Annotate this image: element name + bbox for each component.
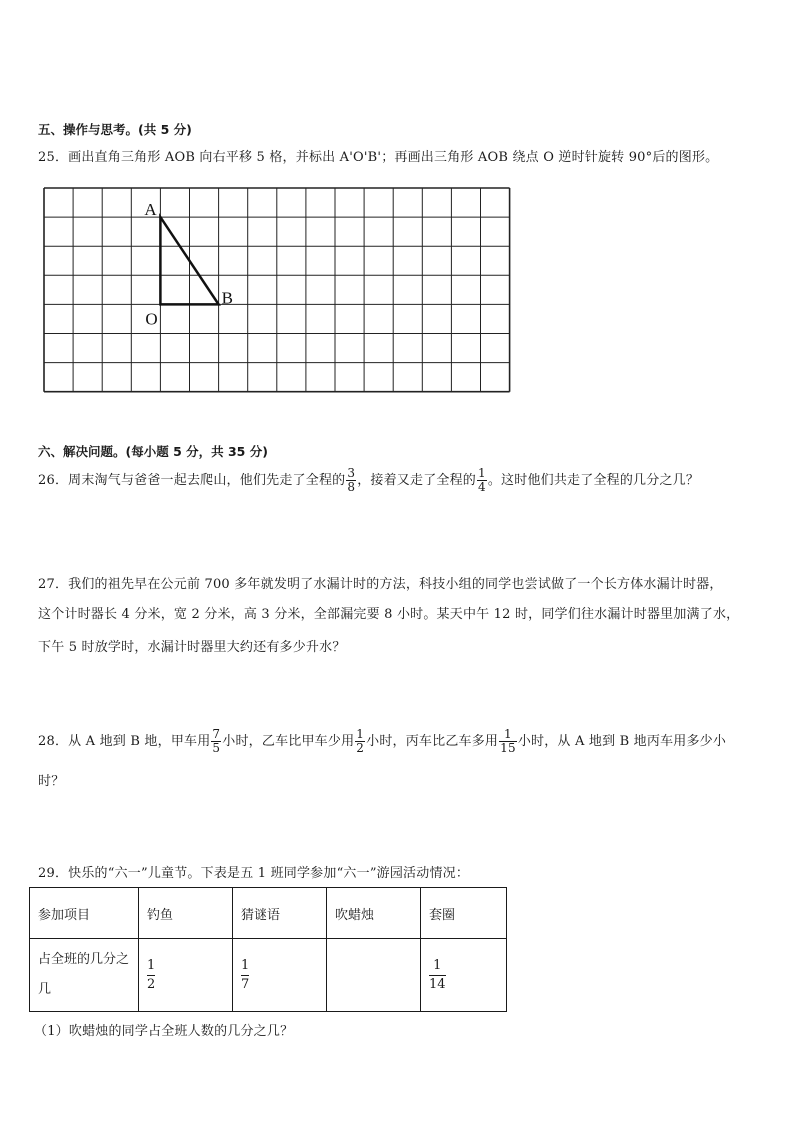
fraction-1-14	[429, 957, 446, 994]
table-header-cell: 参加项目	[30, 888, 139, 939]
section-5-heading: 五、操作与思考。(共 5 分)	[38, 122, 192, 137]
q28-text-1: 28．从 A 地到 B 地，甲车用	[38, 734, 211, 749]
fraction-numerator: 7	[212, 727, 221, 741]
table-row-label	[30, 939, 139, 1012]
question-28	[38, 726, 726, 758]
question-25-text: 25．画出直角三角形 AOB 向右平移 5 格，并标出 A'O'B'；再画出三角形 AOB 绕点 O 逆时针旋转 90°后的图形。	[38, 150, 719, 165]
fraction-numerator: 1	[241, 958, 250, 973]
fraction-denominator: 8	[347, 480, 356, 494]
q26-fraction-3-8	[346, 467, 356, 494]
fraction-1-7	[241, 957, 249, 994]
q26-text-1: 26．周末淘气与爸爸一起去爬山，他们先走了全程的	[38, 473, 346, 488]
fraction-denominator: 2	[147, 977, 156, 992]
fraction-1-2	[147, 957, 155, 994]
grid-lines	[44, 188, 510, 392]
table-header-cell: 吹蜡烛	[327, 888, 421, 939]
question-29-sub-1: （1）吹蜡烛的同学占全班人数的几分之几？	[34, 1024, 294, 1039]
fraction-numerator: 1	[356, 727, 365, 741]
table-header-row	[30, 888, 507, 939]
row-label-text: 占全班的几分之几	[38, 952, 130, 997]
vertex-label-b: B	[221, 288, 233, 308]
vertex-label-o: O	[145, 309, 158, 329]
fraction-numerator: 3	[347, 466, 356, 480]
q26-text-2: ，接着又走了全程的	[357, 473, 476, 488]
fraction-numerator: 1	[504, 727, 512, 741]
fraction-denominator: 15	[500, 741, 516, 755]
q28-text-3: 小时，丙车比乙车多用	[366, 734, 499, 749]
fraction-denominator: 5	[212, 741, 221, 755]
table-cell-empty	[327, 939, 421, 1012]
question-28-line-2: 时？	[38, 774, 65, 789]
fraction-numerator: 1	[478, 466, 486, 480]
q28-fraction-1-15	[499, 728, 517, 755]
question-26	[38, 466, 699, 496]
section-6-heading: 六、解决问题。(每小题 5 分，共 35 分)	[38, 444, 268, 459]
fraction-denominator: 7	[241, 977, 250, 992]
fraction-denominator: 14	[429, 977, 446, 992]
q28-text-2: 小时，乙车比甲车少用	[222, 734, 355, 749]
question-27-line-1: 27．我们的祖先早在公元前 700 多年就发明了水漏计时的方法，科技小组的同学也尝试做了一个长方体水漏计时器，	[38, 577, 723, 592]
q28-text-4: 小时，从 A 地到 B 地丙车用多少小	[517, 734, 727, 749]
table-header-cell: 套圈	[421, 888, 507, 939]
question-29-intro: 29．快乐的“六一”儿童节。下表是五 1 班同学参加“六一”游园活动情况：	[38, 866, 470, 881]
q26-text-3: 。这时他们共走了全程的几分之几？	[487, 473, 700, 488]
question-27-line-3: 下午 5 时放学时，水漏计时器里大约还有多少升水？	[38, 640, 346, 655]
table-header-cell: 钓鱼	[139, 888, 233, 939]
q28-fraction-1-2	[355, 728, 365, 755]
fraction-denominator: 2	[356, 741, 365, 755]
table-cell	[233, 939, 327, 1012]
fraction-denominator: 4	[478, 480, 486, 494]
table-header-cell: 猜谜语	[233, 888, 327, 939]
activity-table	[29, 887, 507, 1012]
table-cell	[139, 939, 233, 1012]
table-row	[30, 939, 507, 1012]
q26-fraction-1-4	[477, 467, 487, 494]
table-cell	[421, 939, 507, 1012]
vertex-label-a: A	[144, 200, 157, 220]
fraction-numerator: 1	[433, 958, 442, 973]
question-27-line-2: 这个计时器长 4 分米，宽 2 分米，高 3 分米，全部漏完要 8 小时。某天中午 12 时，同学们往水漏计时器里加满了水，	[38, 607, 740, 622]
q28-fraction-7-5	[211, 728, 221, 755]
fraction-numerator: 1	[147, 958, 156, 973]
